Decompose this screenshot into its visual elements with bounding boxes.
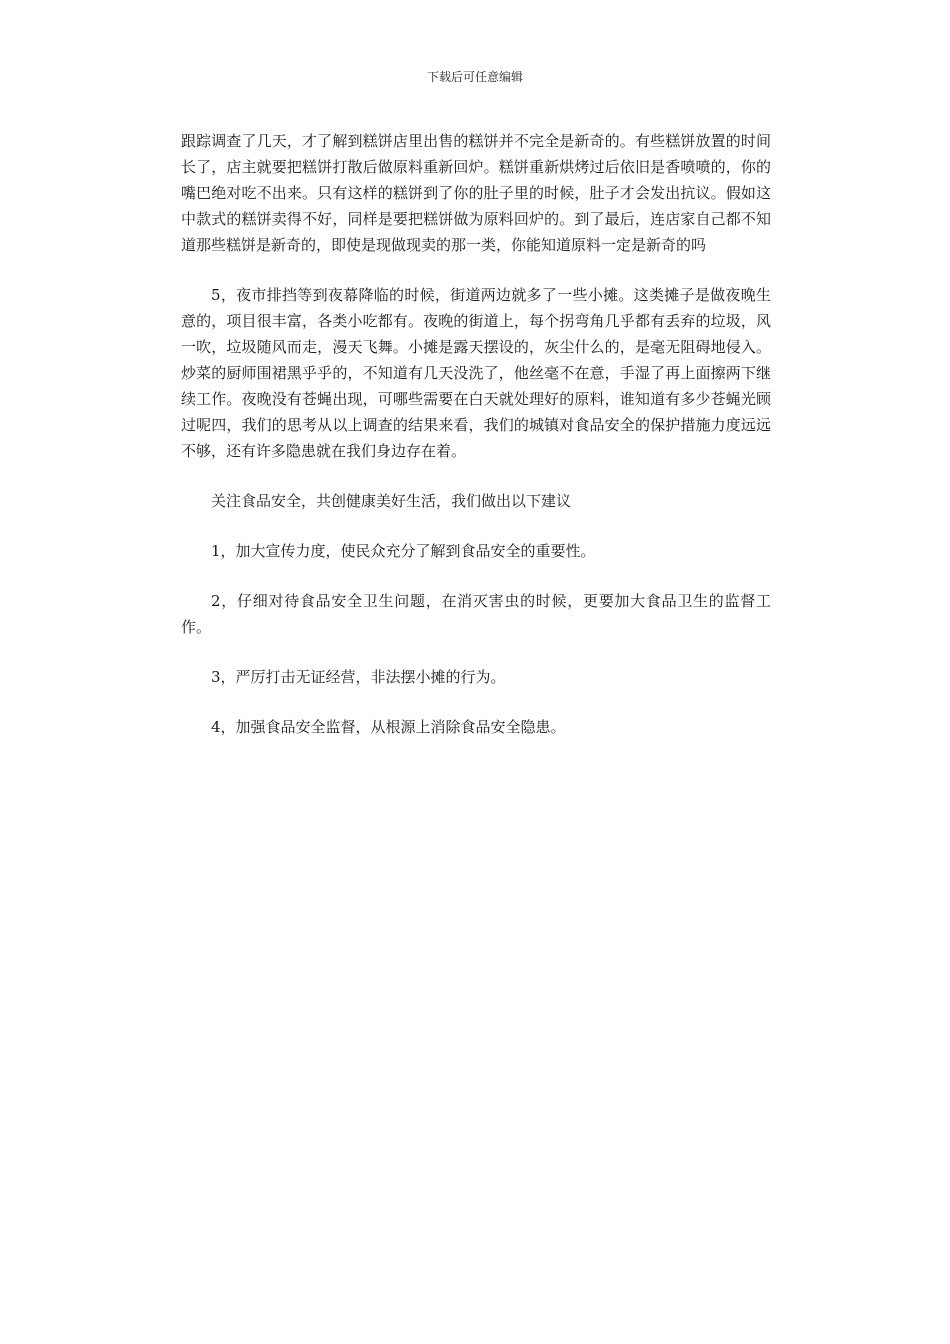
paragraph-night-market: 5，夜市排挡等到夜幕降临的时候，街道两边就多了一些小摊。这类摊子是做夜晚生意的，项目很丰富，各类小吃都有。夜晚的街道上，每个拐弯角几乎都有丢弃的垃圾，风一吹，垃圾随风而走，漫天飞舞。小摊是露天摆设的，灰尘什么的，是毫无阻碍地侵入。炒菜的厨师围裙黑乎乎的，不知道有几天没洗了，他丝毫不在意，手湿了再上面擦两下继续工作。夜晚没有苍蝇出现，可哪些需要在白天就处理好的原料，谁知道有多少苍蝇光顾过呢四，我们的思考从以上调查的结果来看，我们的城镇对食品安全的保护措施力度远远不够，还有许多隐患就在我们身边存在着。 (181, 286, 771, 460)
document-body (181, 128, 771, 764)
suggestion-item-3: 3，严厉打击无证经营，非法摆小摊的行为。 (211, 668, 506, 686)
paragraph-suggestions-intro: 关注食品安全，共创健康美好生活，我们做出以下建议 (211, 492, 572, 510)
paragraph-cake-investigation: 跟踪调查了几天，才了解到糕饼店里出售的糕饼并不完全是新奇的。有些糕饼放置的时间长了，店主就要把糕饼打散后做原料重新回炉。糕饼重新烘烤过后依旧是香喷喷的，你的嘴巴绝对吃不出来。只有这样的糕饼到了你的肚子里的时候，肚子才会发出抗议。假如这中款式的糕饼卖得不好，同样是要把糕饼做为原料回炉的。到了最后，连店家自己都不知道那些糕饼是新奇的，即使是现做现卖的那一类，你能知道原料一定是新奇的吗 (181, 132, 771, 254)
suggestion-item-2: 2，仔细对待食品安全卫生问题，在消灭害虫的时候，更要加大食品卫生的监督工作。 (181, 592, 771, 636)
page-header: 下载后可任意编辑 (426, 70, 523, 84)
suggestion-item-1: 1，加大宣传力度，使民众充分了解到食品安全的重要性。 (211, 542, 596, 560)
suggestion-item-4: 4，加强食品安全监督，从根源上消除食品安全隐患。 (211, 718, 566, 736)
